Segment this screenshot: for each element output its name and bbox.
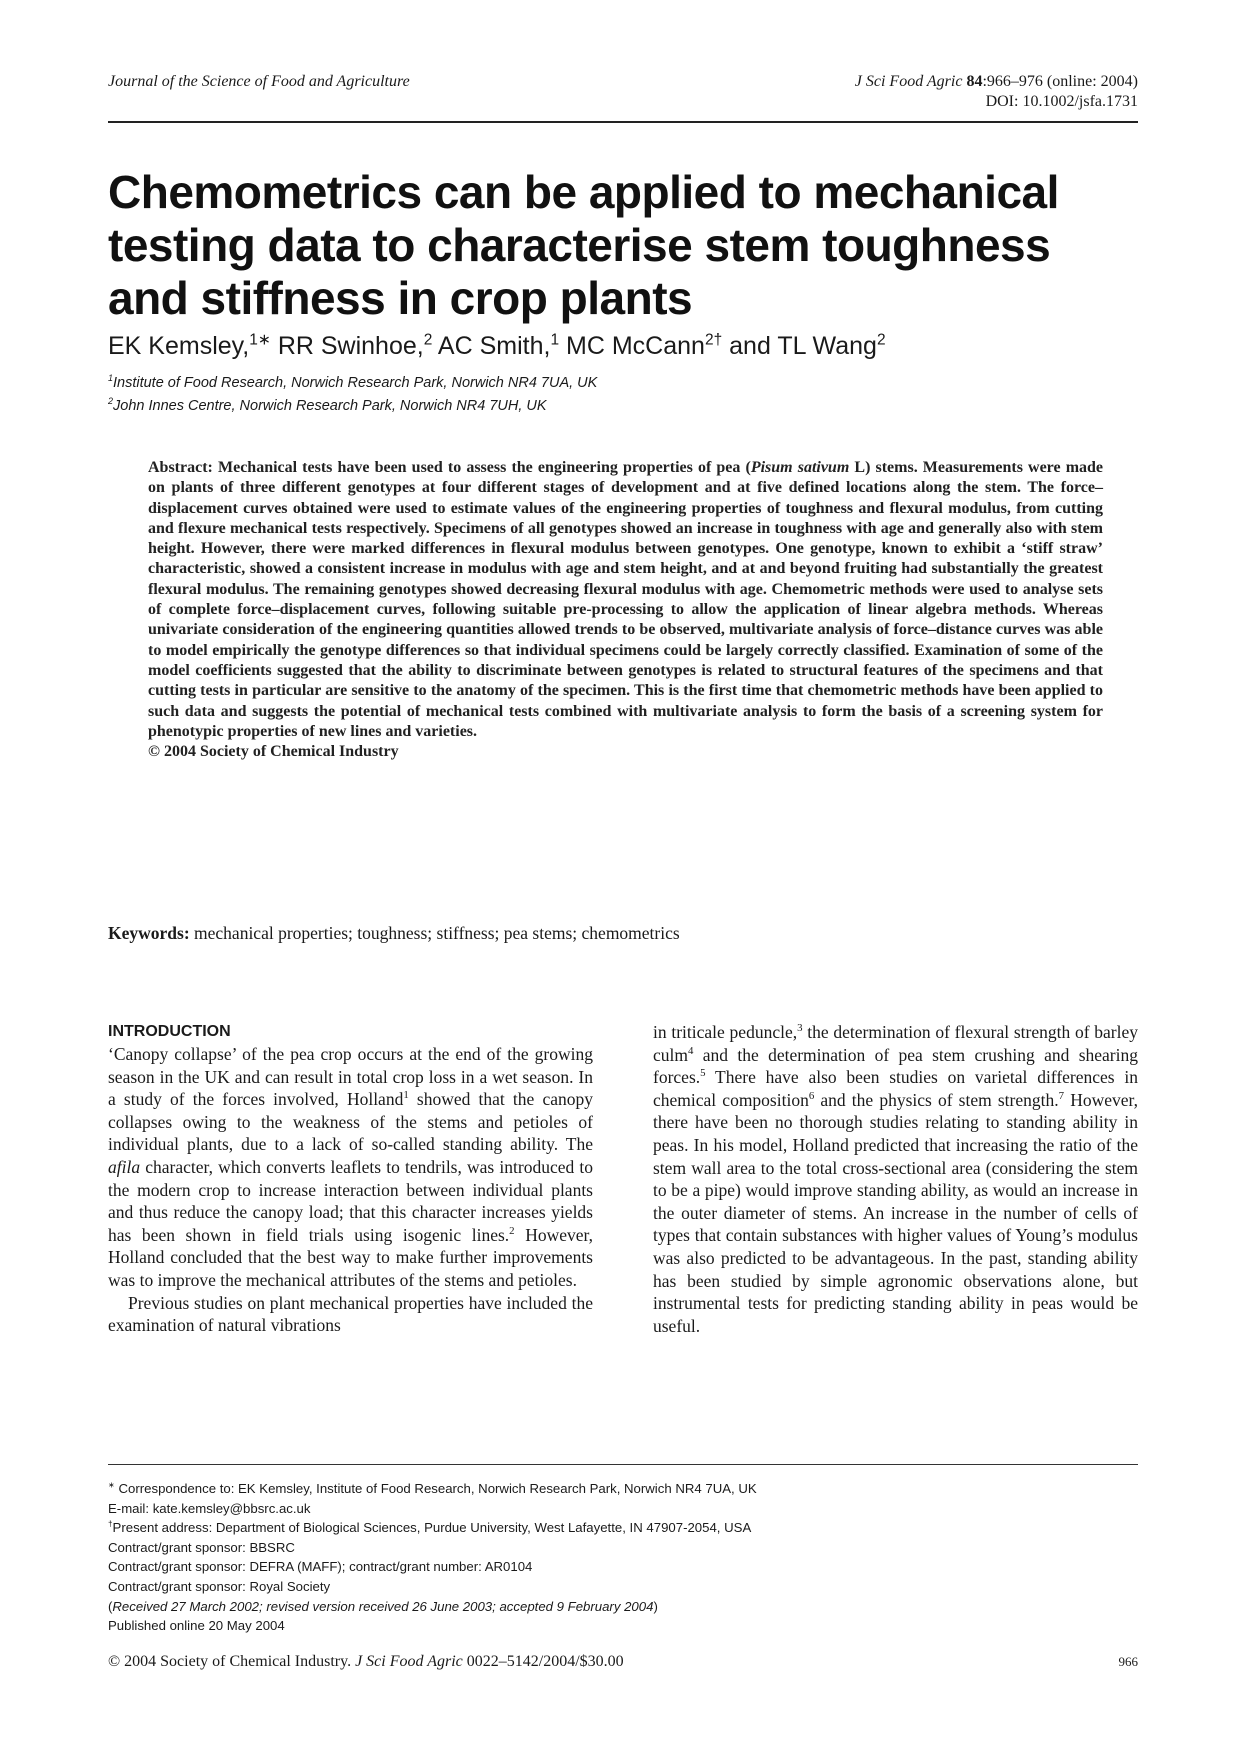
header-rule: [108, 121, 1138, 123]
grant-note: Contract/grant sponsor: DEFRA (MAFF); contract/grant number: AR0104: [108, 1559, 533, 1575]
grant-note: Contract/grant sponsor: Royal Society: [108, 1578, 331, 1594]
footnotes: [108, 1479, 757, 1636]
affiliation: $^2$John Innes Centre, Norwich Research Park, Norwich NR4 7UH, UK: [108, 396, 547, 414]
page-footer: [108, 1652, 1138, 1672]
keywords-label: Keywords:: [108, 923, 190, 943]
published-note: Published online 20 May 2004: [108, 1618, 285, 1634]
paragraph: Previous studies on plant mechanical properties have included the examination of natural vibrations: [108, 1292, 593, 1336]
paragraph: in triticale peduncle,$^3$ the determination of flexural strength of barley culm$^4$ and the determination of pea stem crushing and shearing forces.$^5$ There have also been studies on varietal differences in chemical composition$^6$ and the physics of stem strength.$^7$ However, there have been no thorough studies relating to standing ability in peas. In his model, Holland predicted that increasing the ratio of the stem wall area to the total cross-sectional area (considering the stem to be a pipe) would improve standing ability, as would an increase in the outer diameter of stems. An increase in the number of cells of types that contain substances with higher values of Young’s modulus was also predicted to be advantageous. In the past, standing ability has been studied by simple agronomic observations alone, but instrumental tests for predicting standing ability in peas would be useful.: [653, 1022, 1138, 1336]
email-note: E-mail: kate.kemsley@bbsrc.ac.uk: [108, 1500, 311, 1516]
correspondence-note: ∗ Correspondence to: EK Kemsley, Institute of Food Research, Norwich Research Park, Norwich NR4 7UA, UK: [108, 1480, 757, 1496]
footer-copyright: © 2004 Society of Chemical Industry. J Sci Food Agric 0022–5142/2004/$30.00: [108, 1653, 624, 1670]
reference-marker: 1: [403, 1089, 409, 1102]
author: EK Kemsley,$^{1∗}$: [108, 331, 271, 360]
reference-marker: 3: [797, 1022, 803, 1035]
body-column-right: [653, 1021, 1138, 1337]
author: and TL Wang$^2$: [729, 331, 886, 360]
running-header: [108, 66, 1138, 114]
author-list: [108, 331, 886, 361]
received-note: (Received 27 March 2002; revised version received 26 June 2003; accepted 9 February 2004): [108, 1598, 658, 1614]
affiliation: $^1$Institute of Food Research, Norwich Research Park, Norwich NR4 7UA, UK: [108, 373, 598, 391]
grant-note: Contract/grant sponsor: BBSRC: [108, 1539, 295, 1555]
author: RR Swinhoe,$^2$: [277, 331, 433, 360]
section-heading: INTRODUCTION: [108, 1023, 231, 1040]
citation: [855, 72, 1138, 92]
page-number: 966: [1118, 1654, 1138, 1669]
reference-marker: 4: [688, 1044, 694, 1057]
author: AC Smith,$^1$: [437, 331, 560, 360]
abstract-copyright: © 2004 Society of Chemical Industry: [148, 743, 399, 761]
species-name: Pisum sativum: [750, 459, 850, 476]
article-page: [108, 66, 1138, 1670]
citation-block: [855, 72, 1138, 112]
footnote-rule: [108, 1464, 1138, 1465]
journal-name: Journal of the Science of Food and Agriculture: [108, 73, 410, 90]
doi: DOI: 10.1002/jsfa.1731: [985, 93, 1138, 110]
abstract: Abstract: Mechanical tests have been used to assess the engineering properties of pea (Pisum sativum L) stems. Measurements were made on plants of three different genotypes at four different stages of development and at five defined locations along the stem. The force–displacement curves obtained were used to estimate values of the engineering properties of toughness and flexural modulus, from cutting and flexure mechanical tests respectively. Specimens of all genotypes showed an increase in toughness with age and generally also with stem height. However, there were marked differences in flexural modulus between genotypes. One genotype, known to exhibit a ‘stiff straw’ characteristic, showed a consistent increase in modulus with age and stem height, and at and beyond fruiting had substantially the greatest flexural modulus. The remaining genotypes showed decreasing flexural modulus with age. Chemometric methods were used to analyse sets of complete force–displacement curves, following suitable pre-processing to allow the application of linear algebra methods. Whereas univariate consideration of the engineering quantities allowed trends to be observed, multivariate analysis of force–distance curves was able to model empirically the genotype differences so that individual specimens could be largely correctly classified. Examination of some of the model coefficients suggested that the ability to discriminate between genotypes is related to structural features of the specimens and that cutting tests in particular are sensitive to the anatomy of the specimen. This is the first time that chemometric methods have been applied to such data and suggests the potential of mechanical tests combined with multivariate analysis to form the basis of a screening system for phenotypic properties of new lines and varieties. © 2004 Society of Chemical Industry: [148, 458, 1103, 762]
citation-journal: J Sci Food Agric: [854, 73, 963, 90]
citation-pages: :966–976 (online: 2004): [982, 73, 1138, 90]
reference-marker: 6: [808, 1089, 815, 1102]
author: MC McCann$^{2\dagger}$: [566, 331, 723, 360]
present-address-note: †Present address: Department of Biological Sciences, Purdue University, West Lafayette, IN 47907-2054, USA: [108, 1519, 752, 1536]
reference-marker: 7: [1058, 1089, 1065, 1102]
abstract-label: Abstract:: [148, 459, 213, 476]
reference-marker: 2: [509, 1224, 515, 1237]
body-column-left: [108, 1021, 593, 1337]
paragraph: ‘Canopy collapse’ of the pea crop occurs at the end of the growing season in the UK and can result in total crop loss in a wet season. In a study of the forces involved, Holland$^1$ showed that the canopy collapses owing to the weakness of the stems and petioles of individual plants, due to a lack of so-called standing ability. The afila character, which converts leaflets to tendrils, was introduced to the modern crop to increase interaction between individual plants and thus reduce the canopy load; that this character increases yields has been shown in field trials using isogenic lines.$^2$ However, Holland concluded that the best way to make further improvements was to improve the mechanical attributes of the stems and petioles.: [108, 1044, 594, 1290]
keywords: Keywords: mechanical properties; toughness; stiffness; pea stems; chemometrics: [108, 923, 680, 943]
reference-marker: 5: [700, 1067, 706, 1080]
article-title: Chemometrics can be applied to mechanical testing data to characterise stem toughness and stiffness in crop plants: [108, 166, 1059, 324]
citation-volume: 84: [966, 73, 983, 90]
